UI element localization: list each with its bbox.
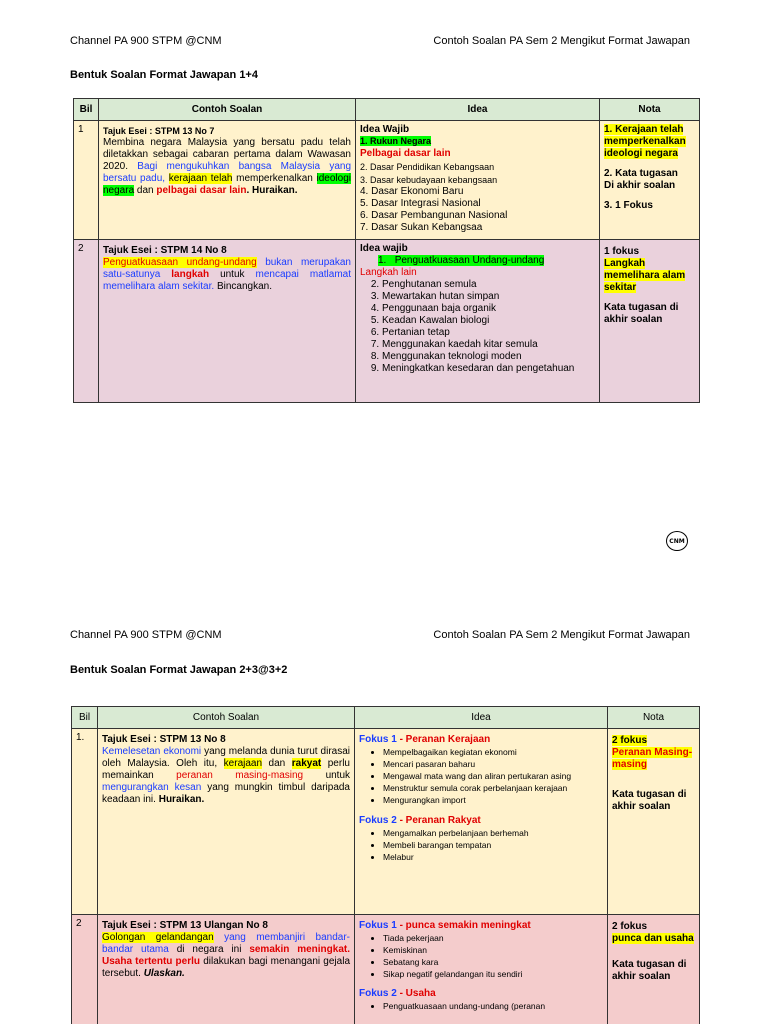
col-nota: Nota (600, 99, 700, 121)
list-item: • Mengawal mata wang dan aliran pertukaran asing (383, 771, 603, 782)
table-row (74, 240, 700, 403)
list-item: 5. Keadan Kawalan biologi (382, 315, 595, 327)
idea-list (360, 279, 595, 375)
list-item: • Kemiskinan (383, 945, 603, 956)
nota-cell: 1 fokus Langkah memelihara alam sekitar Kata tugasan di akhir soalan (600, 240, 700, 403)
list-item: • Membeli barangan tempatan (383, 840, 603, 851)
page1-header (70, 35, 690, 47)
idea-cell: Idea Wajib 1. Rukun Negara Pelbagai dasar lain 2. Dasar Pendidikan Kebangsaan 3. Dasar kebudayaan kebangsaan 4. Dasar Ekonomi Baru 5. Dasar Integrasi Nasional 6. Dasar Pembangunan Nasional 7. Dasar Sukan Kebangsaa (356, 121, 600, 240)
header-left: Channel PA 900 STPM @CNM (70, 629, 222, 641)
list-item: • Sikap negatif gelandangan itu sendiri (383, 969, 603, 980)
nota-cell: 2 fokus Peranan Masing-masing Kata tugasan di akhir soalan (608, 729, 700, 915)
focus-2-list (359, 828, 603, 863)
list-item: 2. Penghutanan semula (382, 279, 595, 291)
question-cell: Tajuk Esei : STPM 13 No 8 Kemelesetan ekonomi yang melanda dunia turut dirasai oleh Malaysia. Oleh itu, kerajaan dan rakyat perlu memainkan peranan masing-masing untuk mengurangkan kesan yang mungkin timbul daripada keadaan ini. Huraikan. (98, 729, 355, 915)
question-cell: Tajuk Esei : STPM 13 Ulangan No 8 Golongan gelandangan yang membanjiri bandar-bandar utama di negara ini semakin meningkat. Usaha tertentu perlu dilakukan bagi menangani gejala tersebut. Ulaskan. (98, 915, 355, 1024)
section-title: Bentuk Soalan Format Jawapan 1+4 (70, 69, 258, 81)
col-nota: Nota (608, 707, 700, 729)
list-item: • Mencari pasaran baharu (383, 759, 603, 770)
answer-format-table-2 (71, 706, 700, 1024)
list-item: • Tiada pekerjaan (383, 933, 603, 944)
list-item: 9. Meningkatkan kesedaran dan pengetahuan (382, 363, 595, 375)
cnm-logo: CNM (666, 531, 688, 551)
table-row (74, 121, 700, 240)
col-idea: Idea (356, 99, 600, 121)
focus-1-list (359, 933, 603, 980)
col-contoh-soalan: Contoh Soalan (98, 707, 355, 729)
nota-cell: 2 fokus punca dan usaha Kata tugasan di akhir soalan (608, 915, 700, 1024)
header-left: Channel PA 900 STPM @CNM (70, 35, 222, 47)
page2-header (70, 629, 690, 641)
essay-title: Tajuk Esei : STPM 13 No 7 (103, 126, 215, 136)
list-item: 6. Pertanian tetap (382, 327, 595, 339)
list-item: 3. Mewartakan hutan simpan (382, 291, 595, 303)
focus-2-list (359, 1001, 603, 1012)
list-item: • Mempelbagaikan kegiatan ekonomi (383, 747, 603, 758)
question-cell: Tajuk Esei : STPM 14 No 8 Penguatkuasaan undang-undang bukan merupakan satu-satunya langkah untuk mencapai matlamat memelihara alam sekitar. Bincangkan. (99, 240, 356, 403)
table-row (72, 729, 700, 915)
list-item: • Penguatkuasaan undang-undang (peranan (383, 1001, 603, 1012)
table-row (72, 915, 700, 1024)
focus-1-list (359, 747, 603, 806)
list-item: • Menstruktur semula corak perbelanjaan kerajaan (383, 783, 603, 794)
col-bil: Bil (72, 707, 98, 729)
bil-cell: 2 (74, 240, 99, 403)
col-idea: Idea (355, 707, 608, 729)
header-right: Contoh Soalan PA Sem 2 Mengikut Format Jawapan (433, 629, 690, 641)
list-item: 7. Menggunakan kaedah kitar semula (382, 339, 595, 351)
idea-cell: Idea wajib 1. Penguatkuasaan Undang-undang Langkah lain 2. Penghutanan semula 3. Mewartakan hutan simpan 4. Penggunaan baja organik 5. Keadan Kawalan biologi 6. Pertanian tetap 7. Menggunakan kaedah kitar semula 8. Menggunakan teknologi moden 9. Meningkatkan kesedaran dan pengetahuan (356, 240, 600, 403)
col-contoh-soalan: Contoh Soalan (99, 99, 356, 121)
bil-cell: 2 (72, 915, 98, 1024)
idea-cell: Fokus 1 - Peranan Kerajaan • Mempelbagaikan kegiatan ekonomi • Mencari pasaran baharu • Mengawal mata wang dan aliran pertukaran asing • Menstruktur semula corak perbelanjaan kerajaan • Mengurangkan import Fokus 2 - Peranan Rakyat • Mengamalkan perbelanjaan berhemah • Membeli barangan tempatan • Melabur (355, 729, 608, 915)
essay-title: Tajuk Esei : STPM 14 No 8 (103, 245, 227, 256)
header-right: Contoh Soalan PA Sem 2 Mengikut Format Jawapan (433, 35, 690, 47)
section-title: Bentuk Soalan Format Jawapan 2+3@3+2 (70, 664, 288, 676)
col-bil: Bil (74, 99, 99, 121)
list-item: • Sebatang kara (383, 957, 603, 968)
bil-cell: 1 (74, 121, 99, 240)
idea-cell: Fokus 1 - punca semakin meningkat • Tiada pekerjaan • Kemiskinan • Sebatang kara • Sikap negatif gelandangan itu sendiri Fokus 2 - Usaha • Penguatkuasaan undang-undang (peranan (355, 915, 608, 1024)
essay-title: Tajuk Esei : STPM 13 Ulangan No 8 (102, 920, 268, 931)
list-item: 4. Penggunaan baja organik (382, 303, 595, 315)
nota-cell: 1. Kerajaan telah memperkenalkan ideologi negara 2. Kata tugasan Di akhir soalan 3. 1 Fokus (600, 121, 700, 240)
essay-title: Tajuk Esei : STPM 13 No 8 (102, 734, 226, 745)
bil-cell: 1. (72, 729, 98, 915)
question-cell: Tajuk Esei : STPM 13 No 7 Membina negara Malaysia yang bersatu padu telah diletakkan sebagai cabaran pertama dalam Wawasan 2020. Bagi mengukuhkan bangsa Malaysia yang bersatu padu, kerajaan telah memperkenalkan ideologi negara dan pelbagai dasar lain. Huraikan. (99, 121, 356, 240)
list-item: 8. Menggunakan teknologi moden (382, 351, 595, 363)
list-item: • Mengurangkan import (383, 795, 603, 806)
list-item: • Melabur (383, 852, 603, 863)
list-item: • Mengamalkan perbelanjaan berhemah (383, 828, 603, 839)
answer-format-table-1 (73, 98, 700, 403)
